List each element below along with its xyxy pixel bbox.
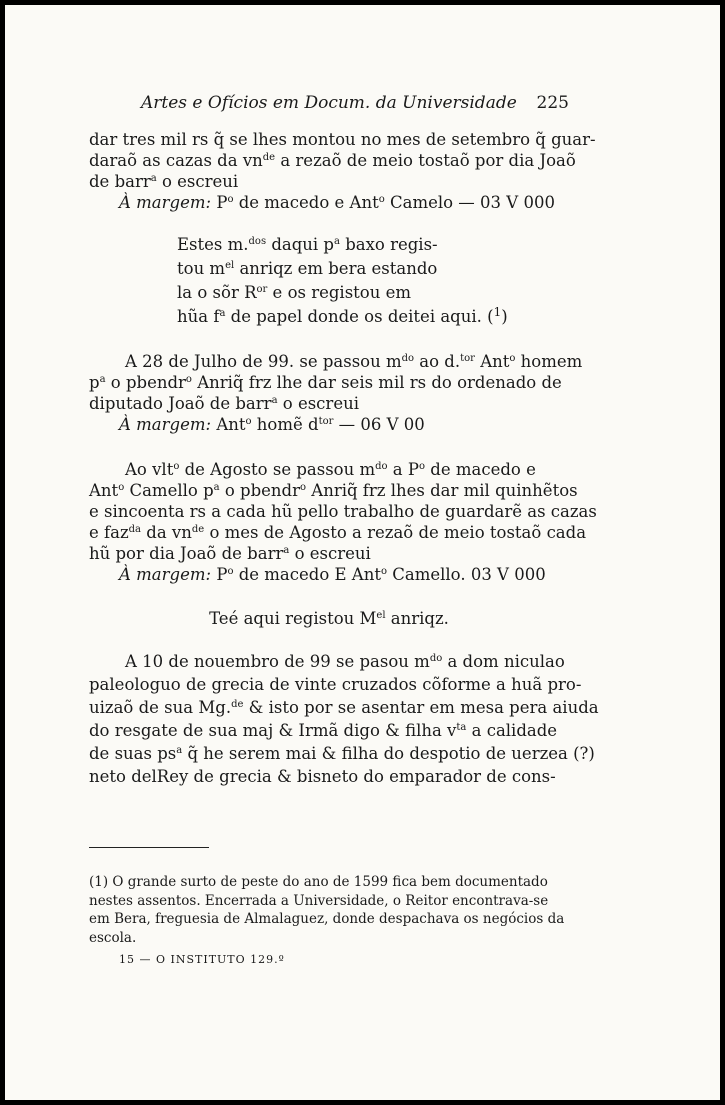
text-line: Estes m.$^{dos}$ daqui $p^a$ baxo regis- (177, 235, 438, 254)
text-line: uizaõ de sua Mg.$^{de}$ & isto por se asentar em mesa pera aiuda (89, 698, 599, 717)
paragraph-2 (89, 351, 583, 435)
text-line: de suas $ps^a$ q̃ he serem mai & filha do despotio de uerzea (?) (89, 744, 595, 763)
text-line: tou $m^{el}$ anriqz em bera estando (177, 259, 438, 278)
paragraph-3 (89, 459, 597, 585)
page-content (89, 93, 599, 788)
text-line: daraõ as cazas da $vn^{de}$ a rezaõ de meio tostaõ por dia Joaõ (89, 151, 576, 170)
text-line: hũa $f^a$ de papel donde os deitei aqui. ($^1$) (177, 305, 508, 326)
text-line: Ant$^o$ Camello $p^a$ o pbendr$^o$ Anriq̃ frz lhes dar mil quinhẽtos (89, 481, 578, 500)
paragraph-4 (89, 650, 599, 788)
text-line: hũ por dia Joaõ de barr$^a$ o escreui (89, 544, 371, 563)
centered-line: Teé aqui registou $M^{el}$ anriqz. (209, 609, 449, 628)
footnote-text: O grande surto de peste do ano de 1599 fica bem documentado nestes assentos. Encerrada a Universidade, o Reitor encontrava-se em Bera, freguesia de Almalaguez, donde despachava os negócios da escola. (89, 874, 565, 946)
text-line: dar tres mil rs q̃ se lhes montou no mes de setembro q̃ guar- (89, 130, 596, 149)
text-line: Ao vlt$^o$ de Agosto se passou $m^{do}$ a $P^o$ de macedo e (125, 460, 536, 479)
margin-note: À margem: $P^o$ de macedo e Ant$^o$ Camelo — 03 V 000 (119, 193, 555, 212)
running-header (89, 93, 569, 113)
text-line: A 28 de Julho de 99. se passou $m^{do}$ ao d.$^{tor}$ Ant$^o$ homem (125, 352, 583, 371)
header-title: Artes e Ofícios em Docum. da Universidade (141, 93, 517, 113)
text-line: do resgate de sua maj & Irmã digo & filha $v^{ta}$ a calidade (89, 721, 558, 740)
paragraph-1 (89, 129, 596, 213)
text-line: e faz$^{da}$ da $vn^{de}$ o mes de Agosto a rezaõ de meio tostaõ cada (89, 523, 587, 542)
page-number: 225 (536, 93, 569, 113)
footnote-divider (89, 847, 209, 848)
footnote-ref: 1 (493, 305, 502, 319)
margin-note: À margem: Ant$^o$ homẽ $d^{tor}$ — 06 V 00 (119, 415, 425, 434)
footnote-marker: (1) (89, 874, 109, 890)
text-line: $p^a$ o pbendr$^o$ Anriq̃ frz lhe dar seis mil rs do ordenado de (89, 373, 562, 392)
margin-note: À margem: $P^o$ de macedo E Ant$^o$ Camello. 03 V 000 (119, 565, 546, 584)
text-line: paleologuo de grecia de vinte cruzados cõforme a huã pro- (89, 675, 582, 694)
signature-mark: 15 — O INSTITUTO 129.º (119, 953, 285, 966)
text-line: diputado Joaõ de barr$^a$ o escreui (89, 394, 359, 413)
text-line: A 10 de nouembro de 99 se pasou $m^{do}$ a dom niculao (125, 652, 565, 671)
footnote (89, 873, 569, 947)
text-line: neto delRey de grecia & bisneto do emparador de cons- (89, 767, 556, 786)
inset-note (89, 233, 569, 329)
text-line: la o sõr $R^{or}$ e os registou em (177, 283, 412, 302)
page (5, 5, 720, 1100)
text-line: e sincoenta rs a cada hũ pello trabalho de guardarẽ as cazas (89, 502, 597, 521)
text-line: de barr$^a$ o escreui (89, 172, 239, 191)
